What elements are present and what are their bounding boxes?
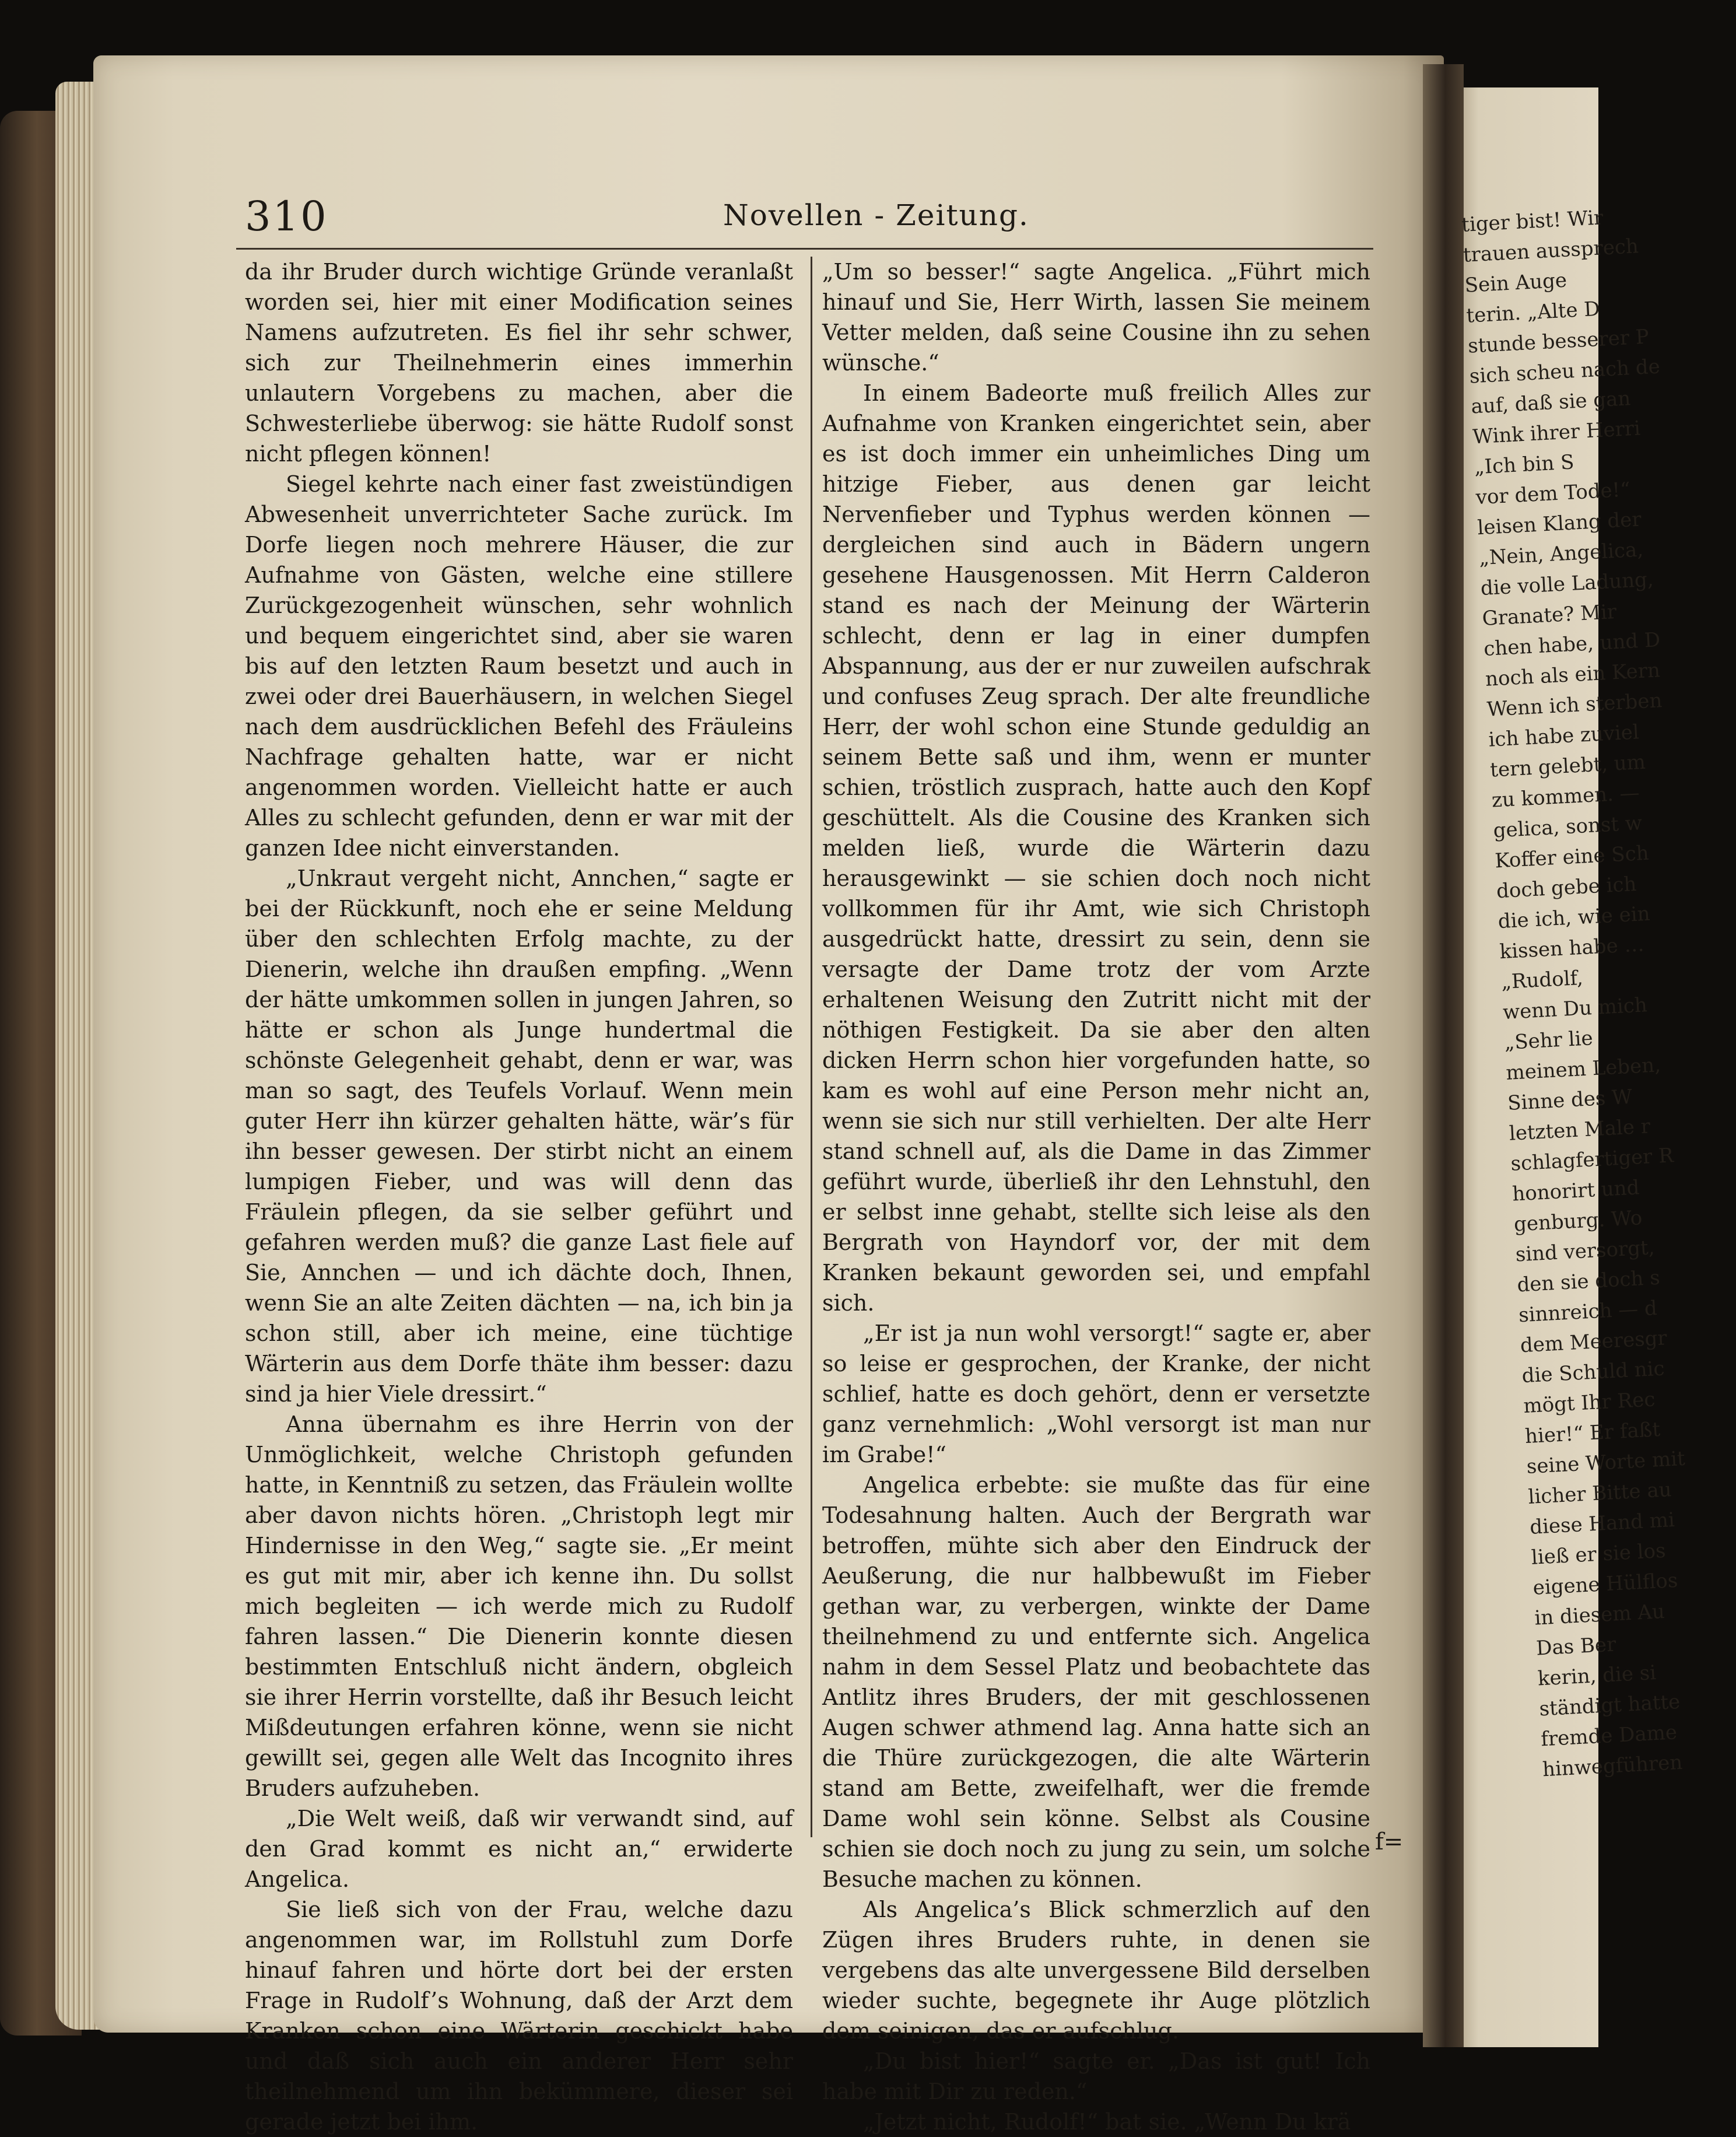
- next-page-line: die Schuld nic: [1521, 1357, 1665, 1388]
- next-page-line: Sinne des W: [1507, 1085, 1633, 1115]
- next-page-line: dem Meeresgr: [1520, 1326, 1668, 1358]
- next-page-line: honorirt und: [1511, 1176, 1640, 1206]
- next-page-line: terin. „Alte D: [1465, 297, 1601, 328]
- next-page-line: stunde besserer P: [1467, 325, 1650, 358]
- next-page-line: eigene Hülflos: [1532, 1568, 1679, 1600]
- next-page-line: trauen aussprech: [1463, 234, 1639, 267]
- next-page-line: Sein Auge: [1464, 268, 1567, 297]
- next-page-line: zu kommen. —: [1491, 781, 1640, 812]
- next-page-line: vor dem Tode!“: [1475, 478, 1631, 510]
- next-page-line: mögt Ihr Rec: [1523, 1388, 1656, 1418]
- running-header: Novellen - Zeitung.: [723, 198, 1029, 232]
- next-page-line: chen habe, und D: [1483, 628, 1661, 661]
- paragraph: „Unkraut vergeht nicht, Annchen,“ sagte er bei der Rückkunft, noch ehe er seine Meldung über den schlechten Erfolg machte, zu der Dienerin, welche ihn draußen empfing. „Wenn der hätte umkommen sollen in jungen Jahren, so hätte er schon als Junge hundertmal die schönste Gelegenheit gehabt, denn er war, was man so sagt, des Teufels Vorlauf. Wenn mein guter Herr ihn kürzer gehalten hätte, wär’s für ihn besser gewesen. Der stirbt nicht an einem lumpigen Fieber, und was will denn das Fräulein pflegen, da sie selber geführt und gefahren werden muß? die ganze Last fiele auf Sie, Annchen — und ich dächte doch, Ihnen, wenn Sie an alte Zeiten dächten — na, ich bin ja schon still, aber ich meine, eine tüchtige Wärterin aus dem Dorfe thäte ihm besser: dazu sind ja hier Viele dressirt.“: [245, 866, 793, 1407]
- next-page-line: auf, daß sie gan: [1470, 387, 1632, 419]
- next-page-line: genburg. Wo: [1513, 1206, 1643, 1236]
- next-page-line: Wink ihrer Herri: [1472, 416, 1641, 449]
- next-page-line: letzten Male r: [1508, 1115, 1651, 1145]
- next-page-line: sind versorgt,: [1514, 1236, 1656, 1267]
- paragraph: Als Angelica’s Blick schmerzlich auf den Zügen ihres Bruders ruhte, in denen sie vergebens das alte unvergessene Bild derselben wieder suchte, begegnete ihr Auge plötzlich dem seinigen, das er aufschlug.: [822, 1897, 1370, 2044]
- next-page-line: in diesem Au: [1534, 1600, 1665, 1630]
- next-page-line: Granate? Mir: [1481, 600, 1618, 631]
- paragraph: „Die Welt weiß, daß wir verwandt sind, auf den Grad kommt es nicht an,“ erwiderte Angelica.: [245, 1806, 793, 1892]
- next-page-line: Das Ber: [1535, 1632, 1617, 1660]
- paragraph: da ihr Bruder durch wichtige Gründe veranlaßt worden sei, hier mit einer Modification seines Namens aufzutreten. Es fiel ihr sehr schwer, sich zur Theilnehmerin eines immerhin unlautern Vorgebens zu machen, aber die Schwesterliebe überwog: sie hätte Rudolf sonst nicht pflegen können!: [245, 259, 793, 467]
- next-page-line: hinwegführen: [1542, 1750, 1684, 1782]
- paragraph: In einem Badeorte muß freilich Alles zur Aufnahme von Kranken eingerichtet sein, aber es ist doch immer ein unheimliches Ding um hitzige Fieber, aus denen gar leicht Nervenfieber und Typhus werden können — dergleichen sind auch in Bädern ungern gesehene Hausgenossen. Mit Herrn Calderon stand es nach der Meinung der Wärterin schlecht, denn er lag in einer dumpfen Abspannung, aus der er nur zuweilen aufschrak und confuses Zeug sprach. Der alte freundliche Herr, der wohl schon eine Stunde geduldig an seinem Bette saß und ihm, wenn er munter schien, tröstlich zusprach, hatte auch den Kopf geschüttelt. Als die Cousine des Kranken sich melden ließ, wurde die Wärterin dazu herausgewinkt — sie schien doch noch nicht vollkommen für ihr Amt, wie sich Christoph ausgedrückt hatte, dressirt zu sein, denn sie versagte der Dame trotz der vom Arzte erhaltenen Weisung den Zutritt nicht mit der nöthigen Festigkeit. Da sie aber den alten dicken Herrn schon hier vorgefunden hatte, so kam es wohl auf eine Person mehr nicht an, wenn sie sich nur still verhielten. Der alte Herr stand schnell auf, als die Dame in das Zimmer geführt wurde, überließ ihr den Lehnstuhl, den er selbst inne gehabt, stellte sich leise als den Bergrath von Hayndorf vor, der mit dem Kranken bekaunt geworden sei, und empfahl sich.: [822, 380, 1370, 1316]
- paragraph: Angelica erbebte: sie mußte das für eine Todesahnung halten. Auch der Bergrath war betroffen, mühte sich aber den Eindruck der Aeußerung, die nur halbbewußt im Fieber gethan war, zu verbergen, winkte der Dame theilnehmend zu und entfernte sich. Angelica nahm in dem Sessel Platz und beobachtete das Antlitz ihres Bruders, der mit geschlossenen Augen schwer athmend lag. Anna hatte sich an die Thüre zurückgezogen, die alte Wärterin stand am Bette, zweifelhaft, wer die fremde Dame wohl sein könne. Selbst als Cousine schien sie doch noch zu jung zu sein, um solche Besuche machen zu können.: [822, 1472, 1370, 1892]
- next-page-line: Wenn ich sterben: [1486, 689, 1663, 721]
- next-page-line: „Sehr lie: [1503, 1027, 1594, 1055]
- next-page-line: meinem Leben,: [1505, 1053, 1661, 1085]
- next-page-line: kerin, die si: [1537, 1660, 1657, 1691]
- next-page-line: hier!“ Er faßt: [1524, 1417, 1661, 1449]
- next-page-line: noch als ein Kern: [1485, 658, 1661, 691]
- header-rule: [236, 248, 1373, 250]
- next-page-line: „Nein, Angelica,: [1478, 538, 1644, 570]
- next-page-line: Koffer eine Sch: [1494, 841, 1650, 873]
- next-page-line: tiger bist! Wir: [1461, 206, 1604, 237]
- next-page-line: licher Bitte au: [1527, 1478, 1672, 1509]
- next-page-line: ich habe zuviel: [1488, 720, 1640, 752]
- column-divider: [811, 257, 812, 1837]
- next-page-line: doch gebe ich: [1496, 872, 1637, 903]
- paragraph: „Um so besser!“ sagte Angelica. „Führt mich hinauf und Sie, Herr Wirth, lassen Sie meinem Vetter melden, daß seine Cousine ihn zu sehen wünsche.“: [822, 259, 1370, 376]
- next-page-line: leisen Klang der: [1477, 507, 1642, 540]
- next-page-line: gelica, sonst w: [1492, 811, 1643, 843]
- next-page-line: kissen habe …: [1499, 933, 1645, 964]
- paragraph: Anna übernahm es ihre Herrin von der Unmöglichkeit, welche Christoph gefunden hatte, in Kenntniß zu setzen, das Fräulein wollte aber davon nichts hören. „Christoph legt mir Hindernisse in den Weg,“ sagte sie. „Er meint es gut mit mir, aber ich kenne ihn. Du sollst mich begleiten — ich werde mich zu Rudolf fahren lassen.“ Die Dienerin konnte diesen bestimmten Entschluß nicht ändern, obgleich sie ihrer Herrin vorstellte, daß ihr Besuch leicht Mißdeutungen erfahren könne, wenn sie nicht gewillt sei, gegen alle Welt das Incognito ihres Bruders aufzuheben.: [245, 1411, 793, 1801]
- next-page-line: tern gelebt, um: [1489, 750, 1646, 782]
- paragraph: Siegel kehrte nach einer fast zweistündigen Abwesenheit unverrichteter Sache zurück. Im Dorfe liegen noch mehrere Häuser, die zur Aufnahme von Gästen, welche eine stillere Zurückgezogenheit wünschen, sehr wohnlich und bequem eingerichtet sind, aber sie waren bis auf den letzten Raum besetzt und auch in zwei oder drei Bauerhäusern, in welchen Siegel nach dem ausdrücklichen Befehl des Fräuleins Nachfrage gehalten hatte, war er nicht angenommen worden. Vielleicht hatte er auch Alles zu schlecht gefunden, denn er war mit der ganzen Idee nicht einverstanden.: [245, 471, 793, 861]
- next-page-line: schlagfertiger R: [1510, 1144, 1674, 1176]
- text-column-left: [245, 257, 793, 2135]
- next-page-line: den sie doch s: [1516, 1266, 1661, 1297]
- next-page-line: diese Hand mi: [1529, 1508, 1675, 1539]
- next-page-line: „Ich bin S: [1474, 450, 1575, 479]
- book-gutter: [1423, 64, 1464, 2047]
- next-page-line: ließ er sie los: [1531, 1539, 1667, 1570]
- text-column-right: [822, 257, 1370, 2135]
- next-page-line: die ich, wie ein: [1497, 902, 1651, 934]
- line-end-hyphen: f=: [1375, 1828, 1404, 1855]
- next-page-line: die volle Ladung,: [1479, 567, 1654, 601]
- paragraph: „Er ist ja nun wohl versorgt!“ sagte er, aber so leise er gesprochen, der Kranke, der nicht schlief, hatte es doch gehört, denn er versetzte ganz vernehmlich: „Wohl versorgt ist man nur im Grabe!“: [822, 1320, 1370, 1467]
- paragraph: Sie ließ sich von der Frau, welche dazu angenommen war, im Rollstuhl zum Dorfe hinauf fahren und hörte dort bei der ersten Frage in Rudolf’s Wohnung, daß der Arzt dem Kranken schon eine Wärterin geschickt habe und daß sich auch ein anderer Herr sehr theilnehmend um ihn bekümmere, dieser sei gerade jetzt bei ihm.: [245, 1897, 793, 2135]
- paragraph: „Jetzt nicht, Rudolf!“ bat sie. „Wenn Du krä: [863, 2109, 1351, 2135]
- next-page-line: wenn Du mich: [1502, 993, 1648, 1025]
- next-page-line: seine Worte mit: [1525, 1446, 1686, 1479]
- paragraph: „Du bist hier!“ sagte er. „Das ist gut! Ich habe mit Dir zu reden.“: [822, 2048, 1370, 2104]
- next-page-line: „Rudolf,: [1500, 966, 1584, 994]
- next-page-line: sich scheu nach de: [1468, 355, 1661, 388]
- next-page-line: fremde Dame: [1540, 1721, 1678, 1751]
- next-page-line: sinnreich — d: [1518, 1296, 1658, 1327]
- page-number: 310: [245, 192, 328, 240]
- next-page-line: ständigt hatte: [1538, 1690, 1681, 1721]
